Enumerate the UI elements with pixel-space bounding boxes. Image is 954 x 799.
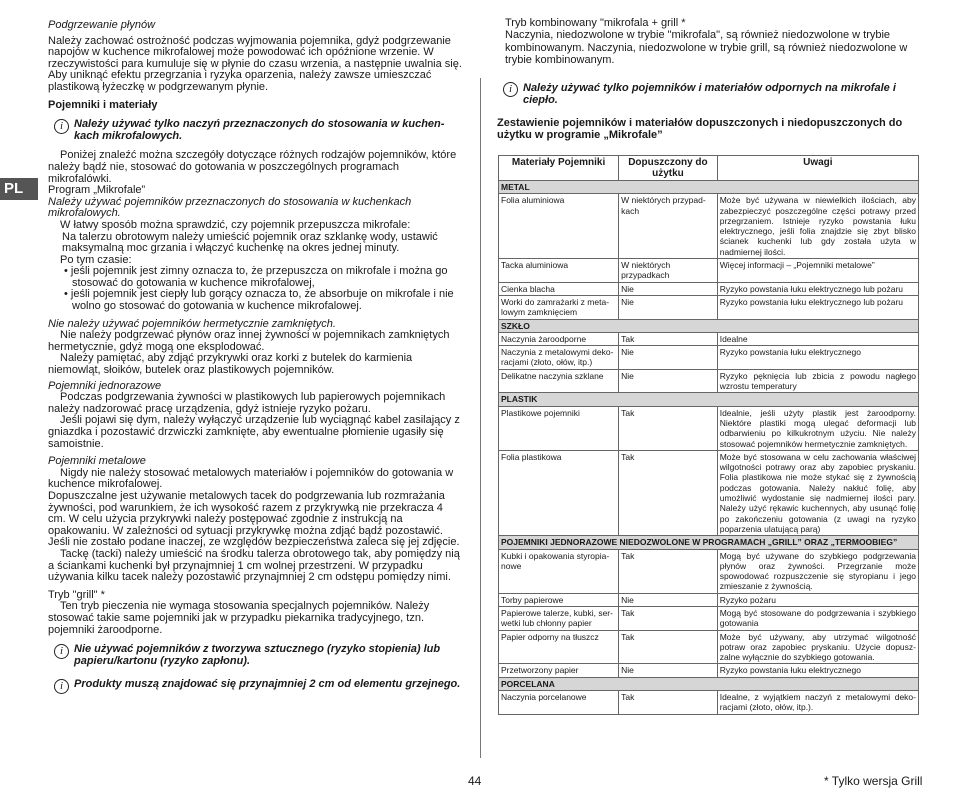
table-row <box>499 630 919 664</box>
table-cell: Mogą być stosowane do podgrzewania i szybkiego gotowania <box>717 606 918 630</box>
paragraph: W łatwy sposób można sprawdzić, czy pojemnik przepuszcza mikrofale: <box>60 218 411 231</box>
table-cell: Tak <box>619 630 718 664</box>
paragraph: Na talerzu obrotowym należy umieścić pojemnik oraz szklankę wody, ustawić maksymalną moc grzania i włączyć kuchenkę na okres jednej minuty. <box>62 230 438 255</box>
paragraph: Naczynia, niedozwolone w trybie "mikrofala", są również niedozwolone w trybie kombinowanym. Naczynia, niedozwolone w trybie grill, są również niedozwolone w trybie kombinowanym. <box>505 29 908 66</box>
table-cell: Naczynia żaroodporne <box>499 332 619 345</box>
table-cell: Nie <box>619 282 718 295</box>
section-title: SZKŁO <box>499 319 919 332</box>
table-cell: Naczynia porcelanowe <box>499 691 619 715</box>
column-header: Materiały Pojemniki <box>499 156 619 181</box>
heading-heating-liquids: Podgrzewanie płynów <box>48 19 156 31</box>
table-cell: Ryzyko powstania łuku elektrycznego lub pożaru <box>717 282 918 295</box>
table-cell: Tak <box>619 332 718 345</box>
table-row <box>499 691 919 715</box>
paragraph: Po tym czasie: <box>60 253 132 266</box>
table-cell: Ryzyko powstania łuku elektrycznego <box>717 346 918 370</box>
table-cell: Plastikowe pojemniki <box>499 406 619 450</box>
table-cell: Ryzyko powstania łuku elektrycznego lub pożaru <box>717 295 918 319</box>
left-column <box>48 20 462 691</box>
table-cell: Kubki i opakowania styropianowe <box>499 549 619 593</box>
page-number: 44 <box>468 774 482 788</box>
table-row <box>499 406 919 450</box>
info-icon: i <box>54 644 69 659</box>
table-row <box>499 450 919 535</box>
heading-combined-mode: Tryb kombinowany "mikrofala + grill * <box>505 17 686 29</box>
table-cell: Nie <box>619 295 718 319</box>
table-row <box>499 606 919 630</box>
table-cell: Worki do zamrażarki z metalowym zamknięciem <box>499 295 619 319</box>
list-item: • jeśli pojemnik jest zimny oznacza to, że przepuszcza on mikrofale i można go stosować do gotowania w kuchence mikrofalowej, <box>64 265 448 289</box>
table-cell: Tak <box>619 691 718 715</box>
footnote: * Tylko wersja Grill <box>824 774 923 788</box>
table-cell: Nie <box>619 369 718 393</box>
paragraph: Podczas podgrzewania żywności w plastikowych lub papierowych pojemnikach należy nadzorować pracę urządzenia, gdyż istnieje ryzyko pożaru. <box>48 391 446 415</box>
note: i Należy używać tylko pojemników i materiałów odpornych na mikrofale i ciepło. <box>497 82 922 107</box>
containers-table <box>498 155 919 715</box>
table-cell: Papierowe talerze, kubki, serwetki lub chłonny papier <box>499 606 619 630</box>
table-cell: Cienka blacha <box>499 282 619 295</box>
table-cell: Tak <box>619 450 718 535</box>
table-cell: Idealne, z wyjątkiem naczyń z metalowymi dekoracjami (złoto, ołów, itp.). <box>717 691 918 715</box>
table-row <box>499 593 919 606</box>
table-cell: W niektórych przypadkach <box>619 194 718 259</box>
table-cell: Może być używana w niewielkich ilościach, aby zabezpieczyć poszczególne części potrawy przed przegrzaniem. Istnieje ryzyko powstania łuku elektrycznego, jeśli folia znajdzie się zbyt blisko ścianek kuchenki lub gdy została użyta w nadmiernej ilości. <box>717 194 918 259</box>
note: i Nie używać pojemników z tworzywa sztucznego (ryzyko stopienia) lub papieru/kartonu (ryzyko zapłonu). <box>48 644 462 667</box>
table-cell: Nie <box>619 346 718 370</box>
table-cell: Idealne <box>717 332 918 345</box>
table-section-row <box>499 536 919 549</box>
table-cell: Nie <box>619 593 718 606</box>
table-row <box>499 194 919 259</box>
paragraph: Tackę (tacki) należy umieścić na środku talerza obrotowego tak, aby pomiędzy nią a ściankami kuchenki był przynajmniej 1 cm wolnej przestrzeni. W przypadku używania kilku tacek należy pozostawić przynajmniej 2 cm odstępu pomiędzy nimi. <box>48 547 460 584</box>
paragraph: Należy zachować ostrożność podczas wyjmowania pojemnika, gdyż podgrzewanie napojów w kuchence mikrofalowej może powodować ich opóźnione wrzenie. W rzeczywistości para kumuluje się w płynie do czasu wrzenia, a następnie uwalnia się. Aby uniknąć efektu przegrzania i ryzyka oparzenia, należy zawsze umieszczać plastikową łyżeczkę w podgrzewanym płynie. <box>48 34 462 93</box>
table-section-row <box>499 181 919 194</box>
table-cell: Tak <box>619 549 718 593</box>
table-cell: Papier odporny na tłuszcz <box>499 630 619 664</box>
paragraph: Poniżej znaleźć można szczegóły dotyczące różnych rodzajów pojemników, które należy bądź nie, stosować do gotowania w poszczególnych programach mikrofalówki. <box>48 149 457 185</box>
table-header-row <box>499 156 919 181</box>
paragraph: Nie należy podgrzewać płynów oraz innej żywności w pojemnikach zamkniętych hermetycznie, gdyż mogą one eksplodować. <box>48 329 450 353</box>
list-item: • jeśli pojemnik jest ciepły lub gorący oznacza to, że absorbuje on mikrofale i nie wolno go stosować do gotowania w kuchence mikrofalowej. <box>64 288 454 313</box>
table-cell: Ryzyko pożaru <box>717 593 918 606</box>
paragraph: Ten tryb pieczenia nie wymaga stosowania specjalnych pojemników. Należy stosować takie same pojemniki jak w przypadku piekarnika tradycyjnego, tzn. pojemniki żaroodporne. <box>48 600 430 636</box>
info-icon: i <box>503 82 518 97</box>
table-row <box>499 664 919 677</box>
heading-grill: Tryb "grill" * <box>48 588 105 601</box>
column-header: Uwagi <box>717 156 918 181</box>
table-cell: Ryzyko pęknięcia lub zbicia z powodu nagłego wzrostu temperatury <box>717 369 918 393</box>
table-cell: Przetworzony papier <box>499 664 619 677</box>
table-cell: Może być stosowana w celu zachowania właściwej wilgotności potrawy oraz aby zapobiec pryskaniu. Folia plastikowa nie może stykać się z żywnością podczas gotowania. Należy nakłuć folię, aby umożliwić wydostanie się nadmiernej ilości pary. Należy użyć rękawic kuchennych, aby usunąć folię po zakończeniu gotowania (z uwagi na ryzyko poparzenia ulatującą parą) <box>717 450 918 535</box>
table-row <box>499 549 919 593</box>
note: i Należy używać tylko naczyń przeznaczonych do stosowania w kuchenkach mikrofalowych. <box>48 119 462 142</box>
info-icon: i <box>54 679 69 694</box>
table-row <box>499 369 919 393</box>
paragraph: Dopuszczalne jest używanie metalowych tacek do podgrzewania lub rozmrażania żywności, pod warunkiem, że ich wysokość razem z przykrywką nie przekracza 4 cm. W celu użycia przykrywki należy postępować zgodnie z instrukcją na opakowaniu. W zależności od sytuacji przykrywkę można zdjąć bądź pozostawić. Jeśli nie zostało podane inaczej, ze względów bezpieczeństwa zaleca się jej zdjęcie. <box>48 489 460 549</box>
table-cell: Tak <box>619 606 718 630</box>
heading-metal: Pojemniki metalowe <box>48 455 146 468</box>
table-cell: Torby papierowe <box>499 593 619 606</box>
table-section-row <box>499 393 919 406</box>
paragraph: Jeśli pojawi się dym, należy wyłączyć urządzenie lub wyciągnąć kabel zasilający z gniazdka i pozostawić drzwiczki zamknięte, aby ewentualne płomienie ugasiły się samoistnie. <box>48 414 460 450</box>
heading-containers: Pojemniki i materiały <box>48 98 158 111</box>
heading-disposable: Pojemniki jednorazowe <box>48 379 162 392</box>
table-cell: Folia aluminiowa <box>499 194 619 259</box>
heading-program-microwave: Program „Mikrofale” <box>48 184 146 197</box>
paragraph: Należy pamiętać, aby zdjąć przykrywki oraz korki z butelek do karmienia niemowląt, słoików, butelek oraz plastikowych pojemników. <box>48 352 413 377</box>
table-cell: Idealnie, jeśli użyty plastik jest żaroodporny. Niektóre plastiki mogą ulegać deformacji lub odbarwieniu po kilkukrotnym użyciu. Nie należy stosować pojemników hermetycznie zamkniętych. <box>717 406 918 450</box>
heading-table: Zestawienie pojemników i materiałów dopuszczonych i niedopuszczonych do użytku w programie „Mikrofale” <box>497 116 903 142</box>
table-cell: Naczynia z metalowymi dekoracjami (złoto, ołów, itp.) <box>499 346 619 370</box>
section-title: PLASTIK <box>499 393 919 406</box>
column-header: Dopuszczony do użytku <box>619 156 718 181</box>
table-cell: Delikatne naczynia szklane <box>499 369 619 393</box>
table-section-row <box>499 319 919 332</box>
table-cell: Więcej informacji – „Pojemniki metalowe” <box>717 259 918 283</box>
section-title: PORCELANA <box>499 677 919 690</box>
paragraph: Nigdy nie należy stosować metalowych materiałów i pojemników do gotowania w kuchence mikrofalowej. <box>48 466 454 491</box>
table-cell: Nie <box>619 664 718 677</box>
table-cell: W niektórych przypadkach <box>619 259 718 283</box>
table-section-row <box>499 677 919 690</box>
table-row <box>499 282 919 295</box>
paragraph: Należy używać pojemników przeznaczonych do stosowania w kuchenkach mikrofalowych. <box>48 195 412 220</box>
table-cell: Tak <box>619 406 718 450</box>
table-row <box>499 332 919 345</box>
table-cell: Tacka aluminiowa <box>499 259 619 283</box>
table-cell: Może być używany, aby utrzymać wilgotność potraw oraz zapobiec pryskaniu. Użycie dopuszzalne wyłącznie do szybkiego gotowania. <box>717 630 918 664</box>
language-tab: PL <box>0 178 38 200</box>
right-column <box>497 17 922 141</box>
section-title: POJEMNIKI JEDNORAZOWE NIEDOZWOLONE W PROGRAMACH „GRILL” ORAZ „TERMOOBIEG” <box>499 536 919 549</box>
table-cell: Mogą być używane do szybkiego podgrzewania płynów oraz żywności. Przegrzanie może spowodować rozpuszczenie się styropianu i jego zmieszanie z żywnością. <box>717 549 918 593</box>
heading-hermetic: Nie należy używać pojemników hermetycznie zamkniętych. <box>48 317 336 330</box>
section-title: METAL <box>499 181 919 194</box>
note: i Produkty muszą znajdować się przynajmniej 2 cm od elementu grzejnego. <box>48 679 462 691</box>
column-divider <box>480 78 481 758</box>
table-row <box>499 295 919 319</box>
info-icon: i <box>54 119 69 134</box>
table-row <box>499 259 919 283</box>
table-row <box>499 346 919 370</box>
table-cell: Ryzyko powstania łuku elektrycznego <box>717 664 918 677</box>
table-cell: Folia plastikowa <box>499 450 619 535</box>
